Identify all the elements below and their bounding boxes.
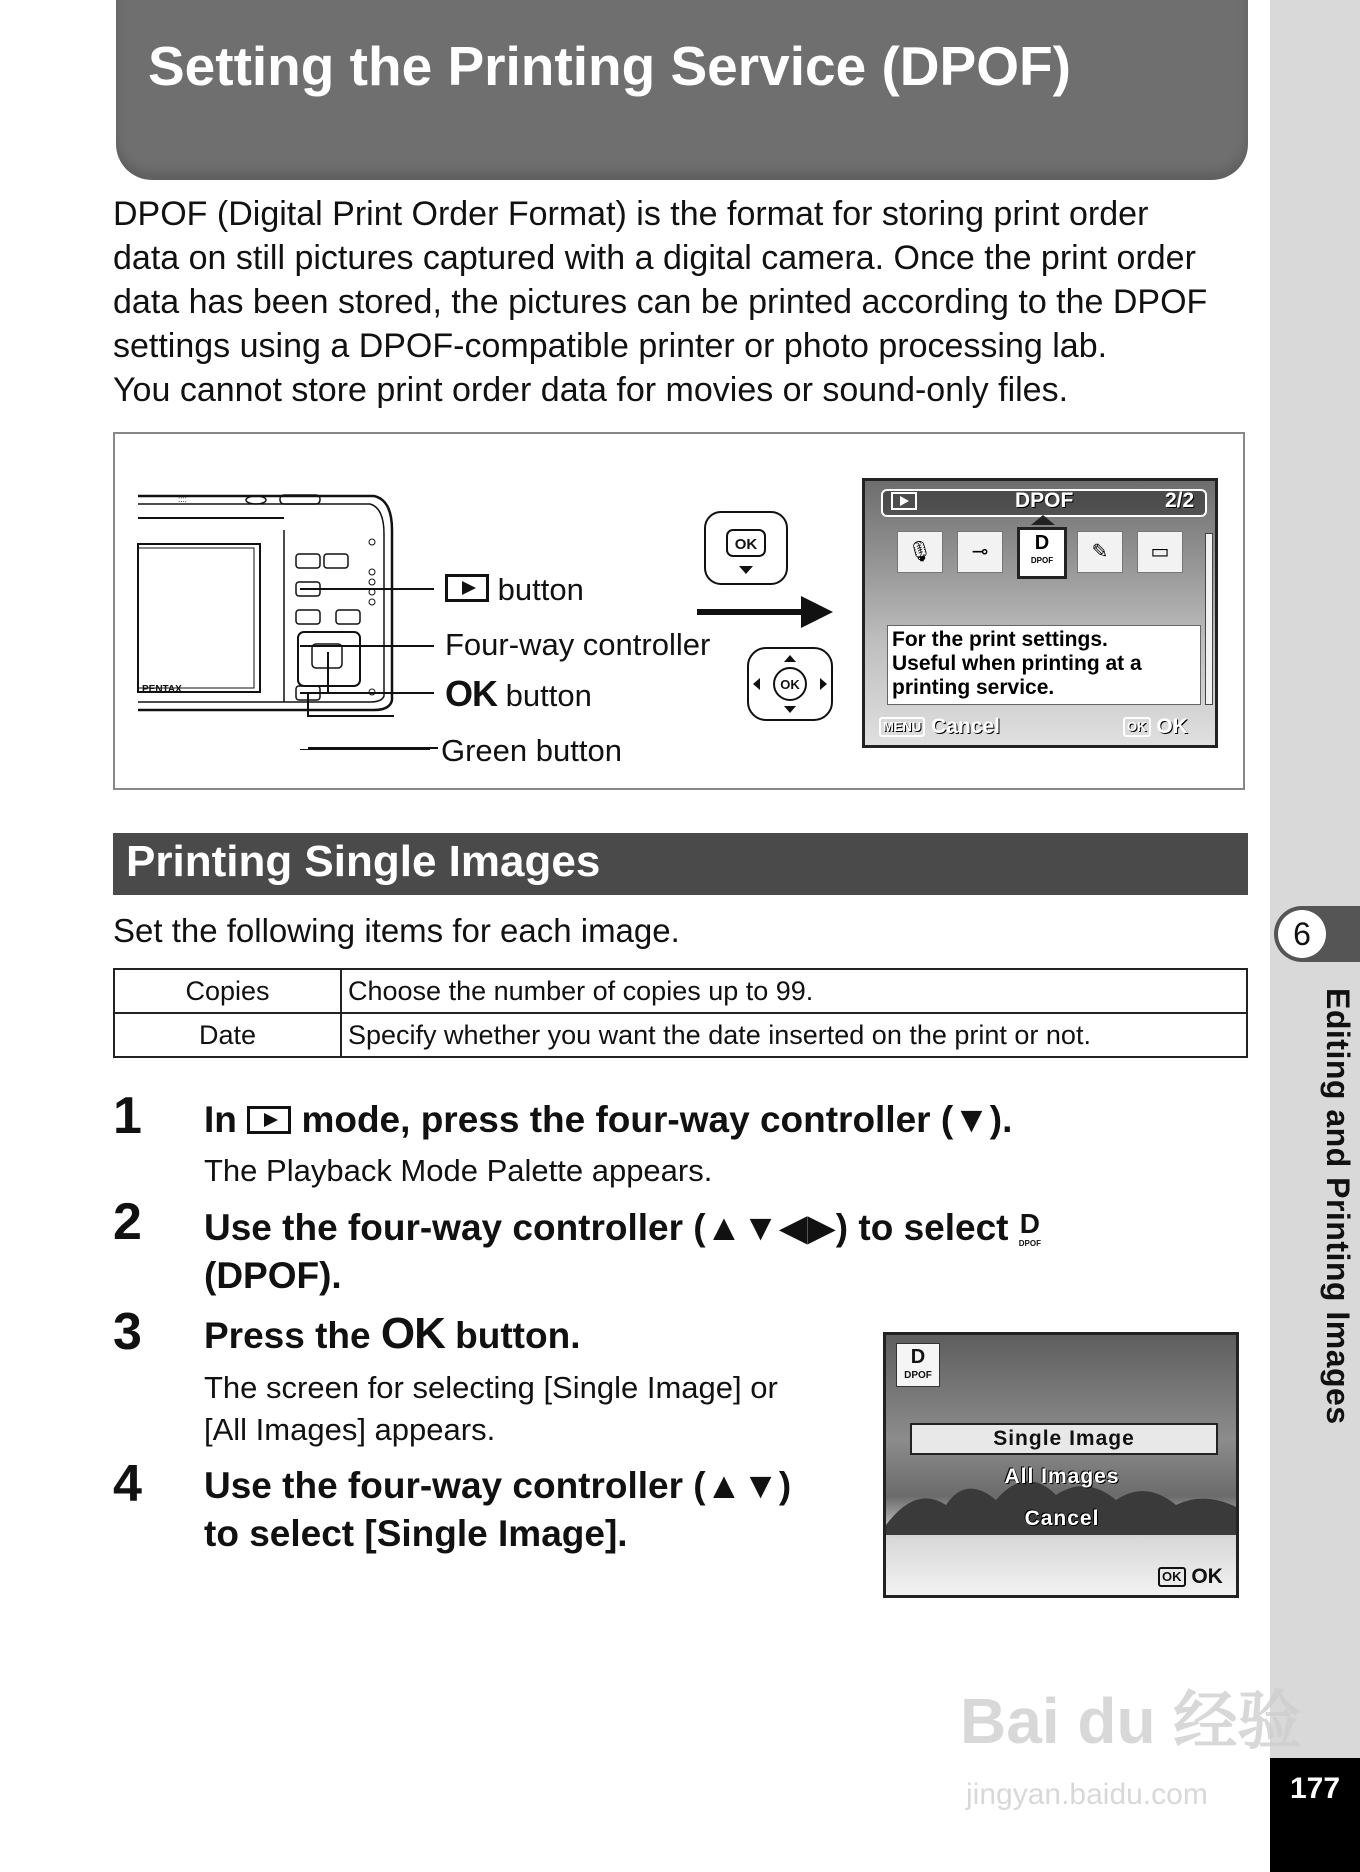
cancel-label[interactable]: Cancel	[931, 715, 1000, 738]
intro-paragraph	[113, 192, 1253, 412]
step-3-text	[204, 1310, 580, 1360]
step-number: 3	[113, 1303, 142, 1361]
playback-button-callout	[445, 572, 584, 608]
ok-button-label: button	[505, 678, 592, 713]
menu-item-all-images[interactable]: All Images	[1004, 1465, 1120, 1488]
dpof-icon: D DPOF	[1018, 1208, 1042, 1248]
table-row	[114, 969, 1247, 1013]
four-way-controller-icon	[746, 646, 836, 722]
help-line: Useful when printing at a	[892, 652, 1142, 675]
ok-key-icon: OK	[1123, 717, 1151, 737]
lcd-help-text	[887, 625, 1201, 705]
step-number: 4	[113, 1455, 142, 1513]
playback-button-label: button	[497, 572, 584, 607]
intro-line: data on still pictures captured with a digital camera. Once the print order	[113, 239, 1196, 277]
step-3-sub: [All Images] appears.	[204, 1412, 496, 1447]
menu-item-cancel[interactable]: Cancel	[1024, 1507, 1100, 1530]
print-settings-table	[113, 968, 1248, 1058]
lcd-title: DPOF	[1015, 489, 1074, 512]
chapter-number: 6	[1278, 910, 1326, 958]
selection-up-arrow-icon	[1031, 515, 1055, 525]
step-1-sub: The Playback Mode Palette appears.	[204, 1153, 713, 1188]
intro-line: data has been stored, the pictures can be printed according to the DPOF	[113, 283, 1208, 321]
protect-key-icon[interactable]: ⊸	[957, 531, 1003, 573]
step-1-pre: In	[204, 1099, 237, 1140]
section-intro: Set the following items for each image.	[113, 912, 680, 949]
green-button-leader	[134, 740, 444, 754]
camera-brand: PENTAX	[142, 684, 182, 695]
step-number: 2	[113, 1193, 142, 1251]
ok-label: OK	[1156, 715, 1188, 738]
scrollbar	[1205, 533, 1213, 705]
playback-icon	[445, 574, 489, 602]
playback-icon	[891, 492, 917, 510]
baidu-watermark-url: jingyan.baidu.com	[966, 1778, 1208, 1811]
menu-key-icon: MENU	[879, 717, 925, 737]
voice-memo-icon[interactable]: 🎙	[897, 531, 943, 573]
step-4-line-2: to select [Single Image].	[204, 1513, 628, 1554]
playback-palette-screen	[862, 478, 1218, 748]
step-3-sub: The screen for selecting [Single Image] or	[204, 1370, 778, 1405]
step-1-text	[204, 1096, 1012, 1144]
page-title: Setting the Printing Service (DPOF)	[148, 35, 1071, 97]
four-way-callout: Four-way controller	[445, 627, 711, 662]
section-title: Printing Single Images	[126, 837, 601, 886]
intro-line: DPOF (Digital Print Order Format) is the format for storing print order	[113, 195, 1149, 233]
table-cell-item: Copies	[114, 969, 341, 1013]
table-cell-item: Date	[114, 1013, 341, 1057]
step-3-post: button.	[455, 1315, 581, 1356]
ok-action[interactable]	[1158, 1565, 1223, 1589]
menu-item-single-image[interactable]: Single Image	[910, 1423, 1218, 1455]
callout-leader-lines	[300, 490, 440, 750]
green-button-callout: Green button	[441, 733, 622, 768]
table-cell-desc: Specify whether you want the date inserted on the print or not.	[341, 1013, 1247, 1057]
step-number: 1	[113, 1087, 142, 1145]
ok-callout-word: OK	[445, 673, 497, 714]
lcd-page-indicator: 2/2	[1165, 489, 1195, 512]
step-3-pre: Press the	[204, 1315, 371, 1356]
ok-word: OK	[380, 1309, 445, 1358]
dpof-selection-screen	[883, 1332, 1239, 1598]
step-1-post: mode, press the four-way controller (▼).	[301, 1099, 1013, 1140]
palette-icon-row	[897, 531, 1197, 575]
lcd-footer	[879, 715, 1205, 741]
table-row	[114, 1013, 1247, 1057]
chapter-title: Editing and Printing Images	[1320, 988, 1356, 1425]
right-arrow-icon	[697, 592, 837, 632]
baidu-watermark: Bai du 经验	[960, 1685, 1302, 1757]
ok-key-text: OK	[780, 677, 800, 692]
ok-key-text: OK	[734, 536, 758, 553]
retouch-icon[interactable]: ✎	[1077, 531, 1123, 573]
ok-button-callout	[445, 673, 592, 715]
ok-label: OK	[1191, 1565, 1223, 1588]
table-cell-desc: Choose the number of copies up to 99.	[341, 969, 1247, 1013]
help-line: printing service.	[892, 676, 1055, 699]
intro-line: You cannot store print order data for movies or sound-only files.	[113, 371, 1069, 409]
svg-text:::::: ::::	[178, 495, 187, 504]
ok-action[interactable]	[1123, 715, 1188, 739]
intro-line: settings using a DPOF-compatible printer or photo processing lab.	[113, 327, 1108, 365]
dpof-icon[interactable]: D DPOF	[1017, 527, 1067, 579]
ok-key-down-icon	[703, 510, 789, 586]
step-2-text: Use the four-way controller (▲▼◀▶) to select	[204, 1207, 1009, 1248]
help-line: For the print settings.	[892, 628, 1108, 651]
step-4-line-1: Use the four-way controller (▲▼)	[204, 1465, 792, 1506]
page-number: 177	[1289, 1772, 1341, 1805]
step-2-line-2: (DPOF).	[204, 1255, 342, 1296]
image-info-icon[interactable]: ▭	[1137, 531, 1183, 573]
step-2-line-1	[204, 1204, 1041, 1252]
ok-key-icon: OK	[1158, 1567, 1186, 1587]
playback-icon	[247, 1106, 291, 1134]
dpof-mode-icon: D DPOF	[896, 1343, 940, 1387]
